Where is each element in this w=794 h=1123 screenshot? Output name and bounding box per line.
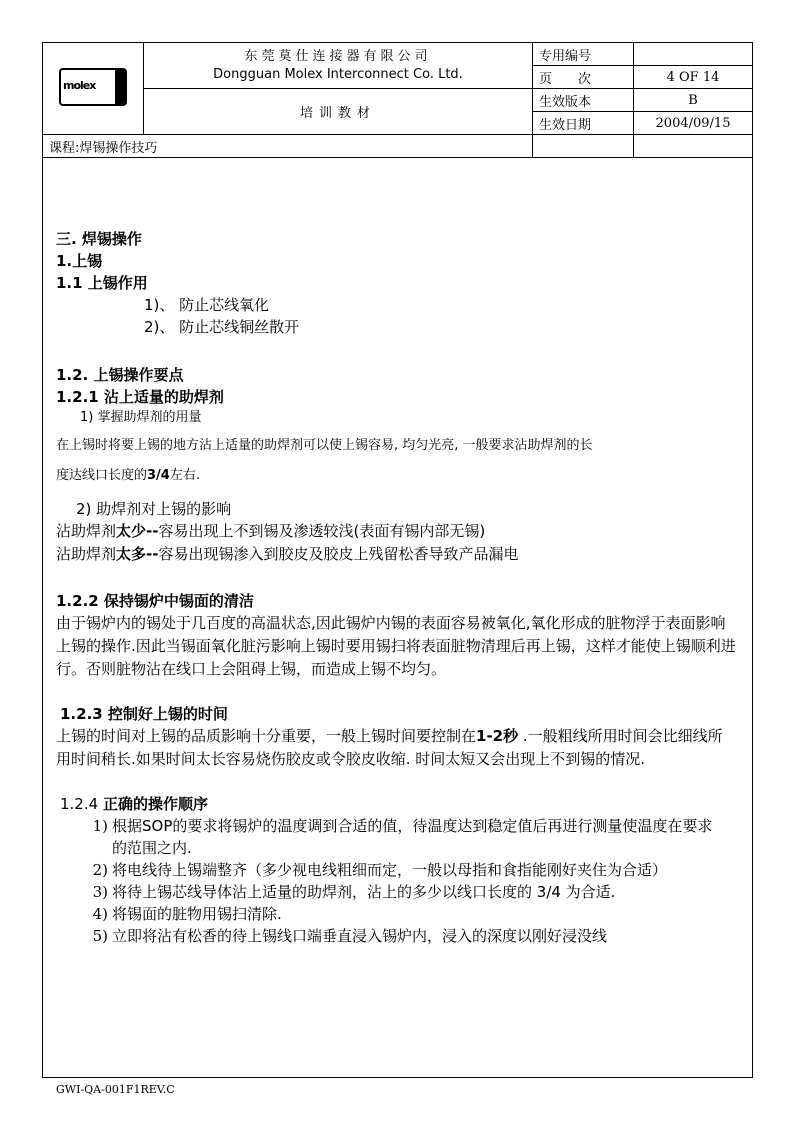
paragraph: 由于锡炉内的锡处于几百度的高温状态,因此锡炉内锡的表面容易被氧化,氧化形成的脏物浮于表面影响上锡的操作.因此当锡面氧化脏污影响上锡时要用锡扫将表面脏物清理后再上锡，这样才能使上锡顺利进行。否则脏物沾在线口上会阻碍上锡，而造成上锡不均匀。 — [56, 614, 736, 678]
course-empty-cell-2 — [634, 135, 753, 158]
field-label-version: 生效版本 — [533, 89, 634, 112]
list-item: 2) 将电线待上锡端整齐（多少视电线粗细而定，一般以母指和食指能刚好夹住为合适） — [92, 861, 668, 879]
heading-1-2-1: 1.2.1 沾上适量的助焊剂 — [56, 388, 224, 406]
heading-1-2-2: 1.2.2 保持锡炉中锡面的清洁 — [56, 592, 254, 610]
logo-text: molex — [63, 78, 96, 92]
logo-cell — [43, 43, 144, 135]
sub-heading: 1) 掌握助焊剂的用量 — [80, 410, 202, 425]
field-value-page: 4 OF 14 — [634, 66, 753, 89]
field-label-date: 生效日期 — [533, 112, 634, 135]
heading-1-2-3: 1.2.3 控制好上锡的时间 — [60, 705, 228, 723]
sub-heading: 2) 助焊剂对上锡的影响 — [76, 500, 232, 518]
paragraph: 在上锡时将要上锡的地方沾上适量的助焊剂可以使上锡容易, 均匀光亮, 一般要求沾助焊剂的长 — [56, 438, 593, 453]
list-item: 4) 将锡面的脏物用锡扫清除. — [92, 905, 282, 923]
form-code-footer: GWI-QA-001F1REV.C — [56, 1083, 175, 1096]
field-label-doc-no: 专用编号 — [533, 43, 634, 66]
paragraph: 度达线口长度的3/4左右. — [56, 468, 200, 483]
company-name-cn: 东莞莫仕连接器有限公司 — [244, 48, 432, 64]
heading-1-1: 1.1 上锡作用 — [56, 274, 148, 292]
list-item: 2)、 防止芯线铜丝散开 — [144, 318, 300, 336]
company-name — [144, 43, 533, 89]
document-body — [56, 228, 736, 947]
company-name-en: Dongguan Molex Interconnect Co. Ltd. — [213, 66, 463, 82]
paragraph: 沾助焊剂太少--容易出现上不到锡及渗透较浅(表面有锡内部无锡) — [56, 522, 486, 540]
list-item: 5) 立即将沾有松香的待上锡线口端垂直浸入锡炉内，浸入的深度以刚好浸没线 — [92, 927, 608, 945]
field-label-page: 页 次 — [533, 66, 634, 89]
field-value-date: 2004/09/15 — [634, 112, 753, 135]
field-value-version: B — [634, 89, 753, 112]
heading-1: 1.上锡 — [56, 252, 103, 270]
section-heading: 三. 焊锡操作 — [56, 230, 142, 248]
molex-logo — [59, 68, 127, 106]
doc-title: 培训教材 — [144, 89, 533, 135]
list-item: 1)、 防止芯线氧化 — [144, 296, 270, 314]
list-item: 3) 将待上锡芯线导体沾上适量的助焊剂，沾上的多少以线口长度的 3/4 为合适. — [92, 883, 616, 901]
course-empty-cell-1 — [533, 135, 634, 158]
paragraph: 上锡的时间对上锡的品质影响十分重要，一般上锡时间要控制在1-2秒 .一般粗线所用时间会比细线所用时间稍长.如果时间太长容易烧伤胶皮或令胶皮收缩. 时间太短又会出现上不到锡的情况. — [56, 727, 723, 768]
field-value-doc-no — [634, 43, 753, 66]
heading-1-2-4: 1.2.4 正确的操作顺序 — [60, 795, 208, 813]
ordered-list — [56, 815, 726, 947]
heading-1-2: 1.2. 上锡操作要点 — [56, 366, 184, 384]
list-item: 1) 根据SOP的要求将锡炉的温度调到合适的值，待温度达到稳定值后再进行测量使温度在要求的范围之内. — [92, 817, 713, 857]
document-header — [42, 42, 753, 158]
paragraph: 沾助焊剂太多--容易出现锡渗入到胶皮及胶皮上残留松香导致产品漏电 — [56, 545, 519, 563]
course-title: 课程:焊锡操作技巧 — [43, 135, 533, 158]
